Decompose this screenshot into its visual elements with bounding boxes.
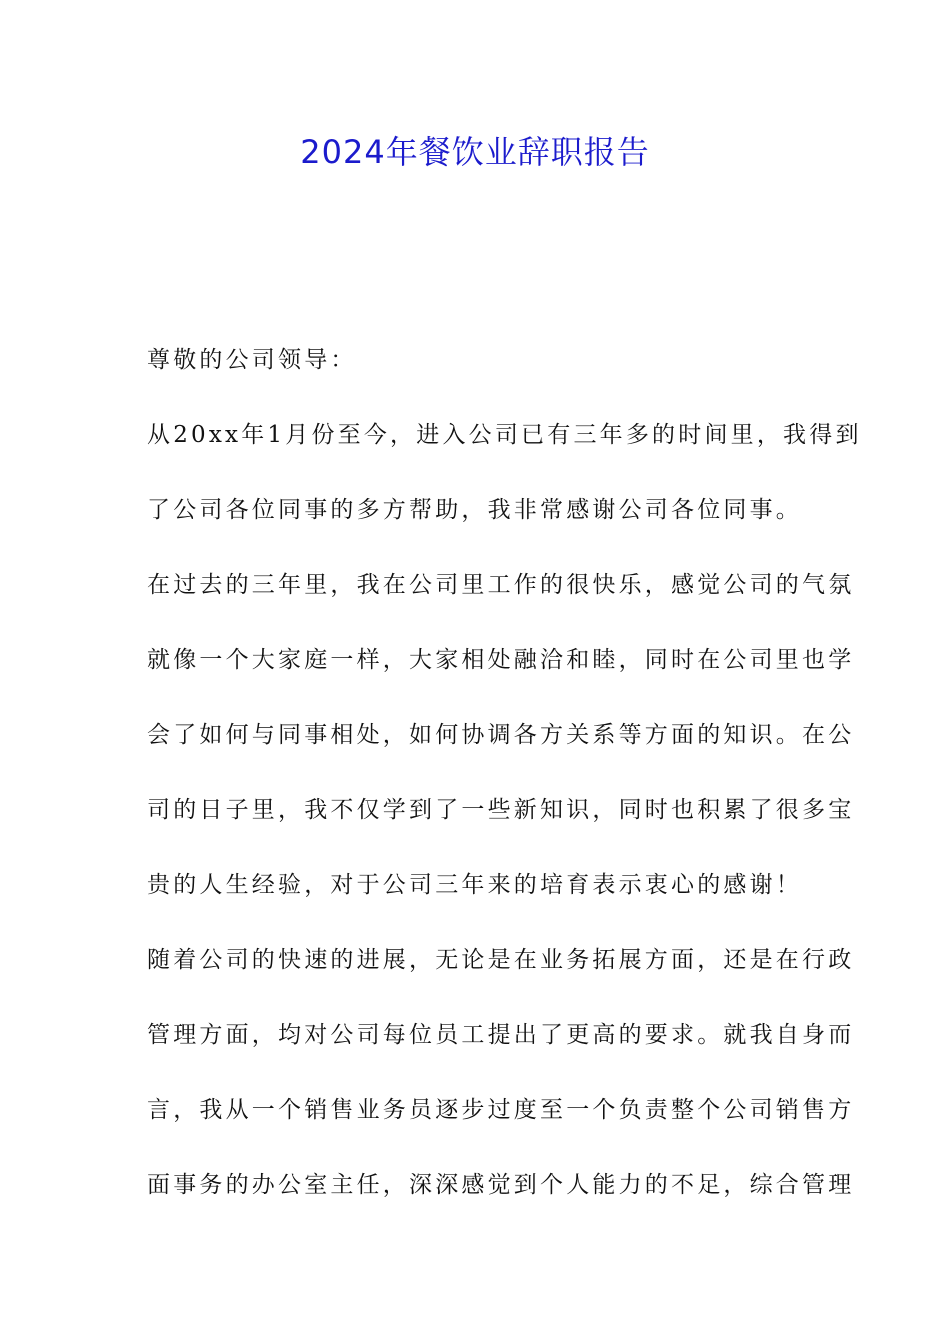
body-line: 在过去的三年里，我在公司里工作的很快乐，感觉公司的气氛	[147, 572, 855, 598]
body-line: 会了如何与同事相处，如何协调各方关系等方面的知识。在公	[147, 722, 855, 748]
body-line: 面事务的办公室主任，深深感觉到个人能力的不足，综合管理	[147, 1172, 855, 1198]
body-line: 司的日子里，我不仅学到了一些新知识，同时也积累了很多宝	[147, 797, 855, 823]
body-line: 言，我从一个销售业务员逐步过度至一个负责整个公司销售方	[147, 1097, 855, 1123]
salutation-line: 尊敬的公司领导：	[147, 347, 357, 373]
body-line: 管理方面，均对公司每位员工提出了更高的要求。就我自身而	[147, 1022, 855, 1048]
document-title: 2024年餐饮业辞职报告	[300, 133, 650, 171]
body-line: 贵的人生经验，对于公司三年来的培育表示衷心的感谢！	[147, 872, 802, 898]
body-line: 从20xx年1月份至今，进入公司已有三年多的时间里，我得到	[147, 422, 862, 448]
document-body	[147, 336, 862, 1236]
body-line: 随着公司的快速的进展，无论是在业务拓展方面，还是在行政	[147, 947, 855, 973]
body-line: 就像一个大家庭一样，大家相处融洽和睦，同时在公司里也学	[147, 647, 855, 673]
body-line: 了公司各位同事的多方帮助，我非常感谢公司各位同事。	[147, 497, 802, 523]
